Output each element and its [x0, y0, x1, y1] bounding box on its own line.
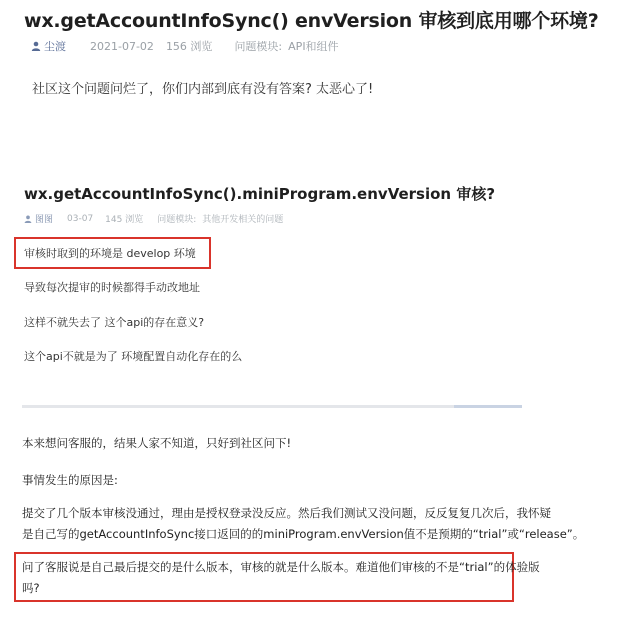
divider — [22, 405, 522, 408]
scroll-indicator — [454, 405, 522, 408]
post1-views: 156 浏览 — [165, 40, 213, 53]
post1-module-value[interactable]: API和组件 — [288, 40, 339, 53]
article-paragraph: 提交了几个版本审核没通过，理由是授权登录没反应。然后我们测试又没问题，反反复复几次后，我怀疑 — [22, 506, 551, 520]
post1-date: 2021-07-02 — [90, 39, 154, 53]
post2-line: 导致每次提审的时候都得手动改地址 — [24, 281, 200, 294]
article-paragraph: 事情发生的原因是: — [22, 473, 118, 487]
post2-module-label: 问题模块: — [157, 215, 197, 225]
post1-module-label: 问题模块: — [234, 40, 283, 53]
post2-module-value[interactable]: 其他开发相关的问题 — [202, 215, 284, 225]
post2-date: 03-07 — [67, 213, 94, 224]
post2-line: 这样不就失去了 这个api的存在意义? — [24, 316, 205, 329]
post1-title[interactable]: wx.getAccountInfoSync() envVersion 审核到底用哪个环境? — [24, 10, 599, 32]
post1-meta — [31, 38, 339, 54]
article-paragraph: 本来想问客服的，结果人家不知道，只好到社区问下! — [22, 436, 292, 450]
post2-views: 145 浏览 — [105, 215, 144, 225]
post2-title[interactable]: wx.getAccountInfoSync().miniProgram.envVersion 审核? — [24, 185, 496, 203]
post1-body: 社区这个问题问烂了，你们内部到底有没有答案? 太恶心了! — [32, 82, 374, 97]
article-paragraph: 吗? — [22, 581, 40, 595]
article-paragraph: 是自己写的getAccountInfoSync接口返回的的miniProgram.envVersion值不是预期的“trial”或“release”。 — [22, 527, 585, 541]
article-paragraph: 问了客服说是自己最后提交的是什么版本，审核的就是什么版本。难道他们审核的不是“trial”的体验版 — [22, 560, 540, 574]
post2-meta — [24, 212, 283, 225]
post1-author[interactable]: 尘渡 — [44, 40, 66, 53]
post2-line: 这个api不就是为了 环境配置自动化存在的么 — [24, 350, 243, 363]
user-icon — [31, 41, 41, 51]
post2-author[interactable]: 图图 — [35, 215, 54, 225]
post2-line: 审核时取到的环境是 develop 环境 — [24, 247, 196, 260]
user-icon — [24, 215, 32, 223]
